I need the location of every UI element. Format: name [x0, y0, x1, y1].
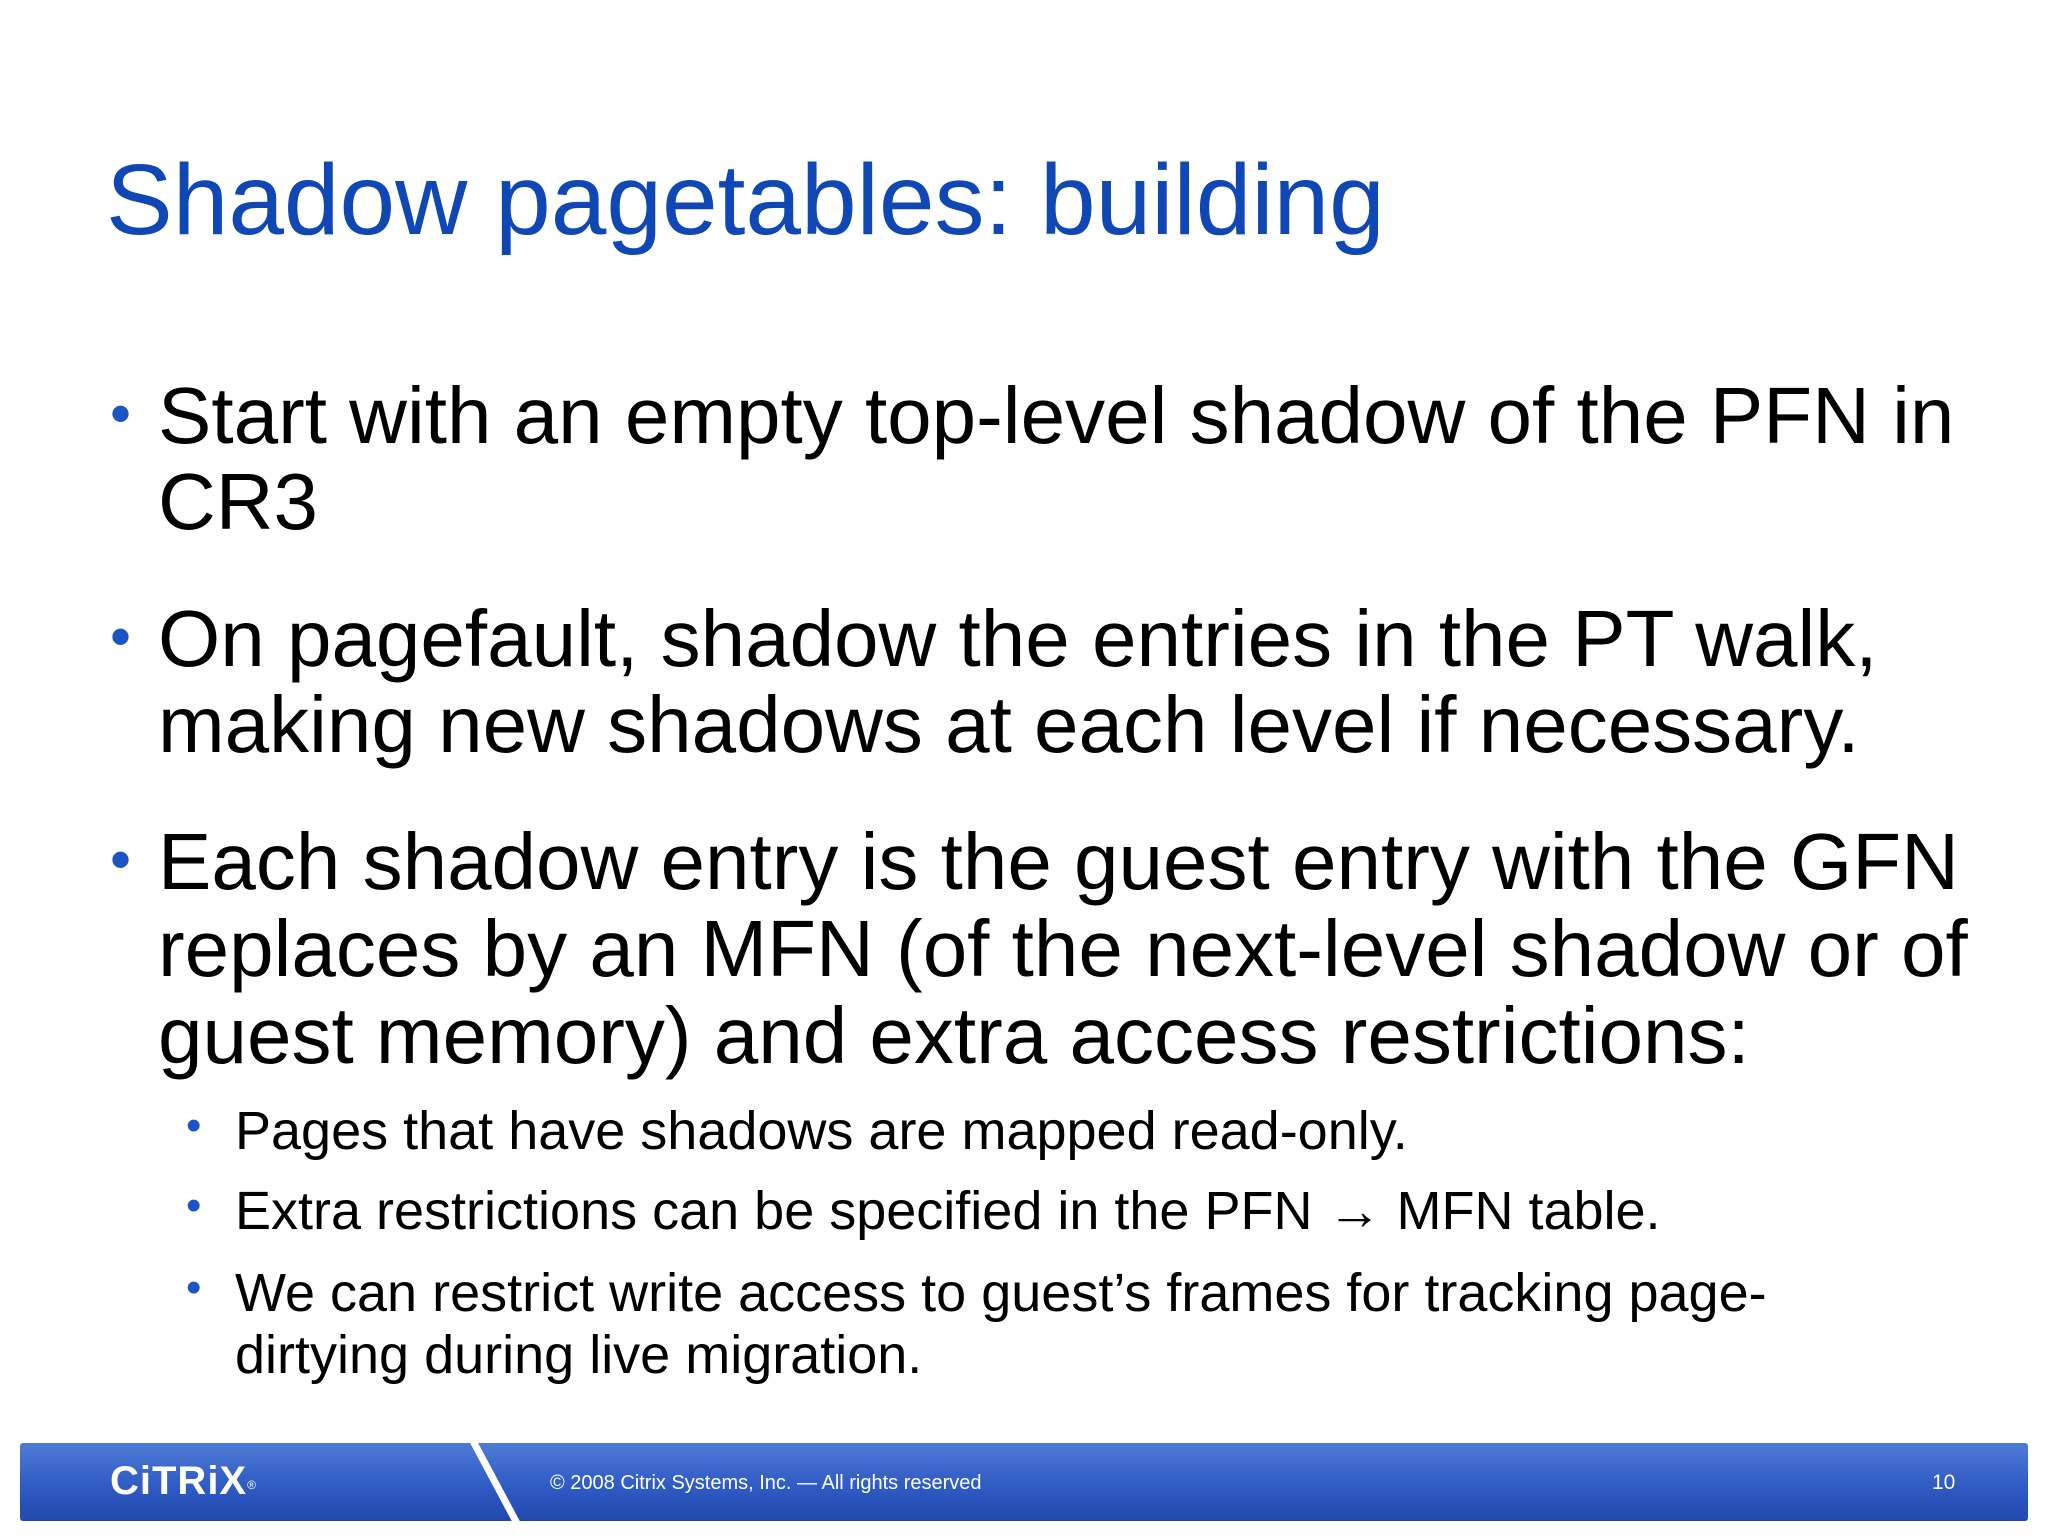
bullet-text-line: guest memory) and extra access restrictions: — [158, 991, 1750, 1080]
subbullet-dot-icon: • — [186, 1181, 202, 1230]
bullet-dot-icon: • — [110, 380, 132, 447]
subbullet-text-line: Pages that have shadows are mapped read-only. — [235, 1101, 1408, 1161]
bullet-text-line: making new shadows at each level if necessary. — [158, 680, 1860, 769]
citrix-logo — [110, 1459, 257, 1503]
subbullet-text-line: dirtying during live migration. — [235, 1325, 923, 1385]
bullet-text-line: Each shadow entry is the guest entry with the GFN — [158, 817, 1959, 906]
registered-mark: ® — [247, 1478, 257, 1492]
bullet-text-line: CR3 — [158, 457, 319, 546]
bullet-text-line: Start with an empty top-level shadow of the PFN in — [158, 371, 1955, 460]
copyright-text: © 2008 Citrix Systems, Inc. — All rights reserved — [550, 1472, 982, 1494]
subbullet-text-line: Extra restrictions can be specified in the PFN → MFN table. — [235, 1181, 1661, 1241]
slide-title: Shadow pagetables: building — [106, 144, 1385, 256]
page-number: 10 — [1932, 1471, 1956, 1494]
bullet-dot-icon: • — [110, 603, 132, 670]
bullet-text-line: On pagefault, shadow the entries in the PT walk, — [158, 594, 1878, 683]
footer-bar — [20, 1443, 2028, 1521]
bullet-text-line: replaces by an MFN (of the next-level shadow or of — [158, 904, 1968, 993]
bullet-dot-icon: • — [110, 826, 132, 893]
subbullet-text-line: We can restrict write access to guest’s frames for tracking page- — [235, 1263, 1767, 1323]
subbullet-dot-icon: • — [186, 1101, 202, 1150]
divider-slash-icon — [468, 1443, 528, 1521]
logo-wordmark: CiTRiX — [110, 1459, 248, 1503]
subbullet-dot-icon: • — [186, 1263, 202, 1312]
